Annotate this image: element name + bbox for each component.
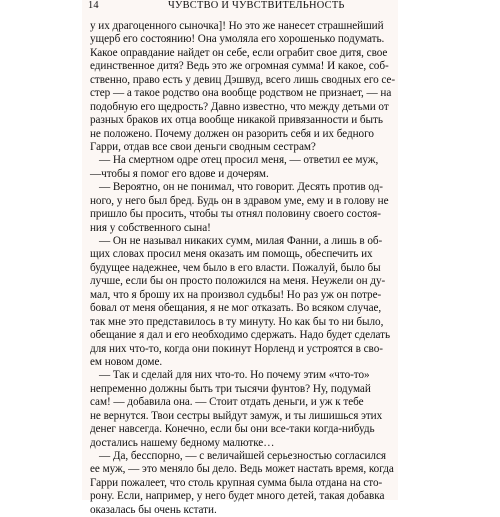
- text-line: бовал от меня обещания, я не мог отказать. Во всяком случае,: [90, 302, 382, 315]
- text-line: ущерб его состоянию! Она умоляла его хорошенько подумать.: [90, 33, 385, 46]
- text-line: подобную его щедрость? Давно известно, что между детьми от: [90, 100, 389, 113]
- text-line: будущее надежнее, чем было в его власти. Пожалуй, было бы: [90, 261, 381, 274]
- text-line: ного, у него был бред. Будь он в здравом уме, ему и в голову не: [90, 194, 389, 207]
- text-line: оказалась бы очень кстати.: [90, 503, 217, 516]
- text-line: рону. Если, например, у него будет много детей, такая добавка: [90, 490, 385, 503]
- text-line: — Вероятно, он не понимал, что говорит. Десять против од-: [99, 181, 383, 194]
- text-line: — На смертном одре отец просил меня, — ответил ее муж,: [99, 154, 379, 167]
- text-line: непременно должны быть три тысячи фунтов? Ну, подумай: [90, 382, 371, 395]
- text-line: Какое оправдание найдет он себе, если ограбит свое дитя, свое: [90, 46, 388, 59]
- text-line: пришло бы просить, чтобы ты отнял половину своего состоя-: [90, 208, 381, 221]
- text-line: щих словах просил меня оказать им помощь, обеспечить их: [90, 248, 373, 261]
- page-header: [82, 0, 398, 16]
- text-line: Гарри пожалеет, что столь крупная сумма была отдана на сто-: [90, 476, 383, 489]
- text-line: не вернутся. Твои сестры выйдут замуж, и ты лишишься этих: [90, 409, 383, 422]
- text-line: для них что-то, когда они покинут Норленд и устроятся в сво-: [90, 342, 383, 355]
- text-line: ее муж, — это меняло бы дело. Ведь может настать время, когда: [90, 463, 394, 476]
- text-line: у их драгоценного сыночка]! Но это же нанесет страшнейший: [90, 20, 384, 32]
- book-page: [82, 0, 398, 516]
- text-line: обещание я дал и его необходимо сдержать. Надо будет сделать: [90, 329, 391, 342]
- text-line: ния у собственного сына!: [90, 221, 211, 234]
- text-line: лучше, если бы он просто положился на меня. Неужели он ду-: [90, 275, 386, 288]
- text-line: ственно, право есть у девиц Дэшвуд, всего лишь сводных его се-: [90, 73, 396, 86]
- page-number: 14: [88, 0, 99, 11]
- text-line: мал, что я брошу их на произвол судьбы! Но раз уж он потре-: [90, 288, 382, 301]
- text-line: —чтобы я помог его вдове и дочерям.: [90, 167, 269, 180]
- text-line: — Да, бесспорно, — с величайшей серьезностью согласился: [99, 450, 386, 462]
- text-line: единственное дитя? Ведь это же огромная сумма! И какое, соб-: [90, 60, 389, 73]
- running-title: ЧУВСТВО И ЧУВСТВИТЕЛЬНОСТЬ: [168, 0, 345, 11]
- text-line: стер — а такое родство она вообще родством не признает, — на: [90, 87, 392, 100]
- text-line: не положено. Почему должен он разорить себя и их бедного: [90, 127, 374, 140]
- text-line: денег навсегда. Конечно, если бы они все-таки когда-нибудь: [90, 423, 375, 436]
- text-line: — Так и сделай для них что-то. Но почему этим «что-то»: [99, 369, 370, 382]
- text-line: сам! — добавила она. — Стоит отдать деньги, и уж к тебе: [90, 396, 364, 409]
- text-line: — Он не называл никаких сумм, милая Фанни, а лишь в об-: [99, 235, 383, 247]
- body-text: [90, 20, 396, 517]
- text-line: так мне это представилось в ту минуту. Но как бы то ни было,: [90, 315, 384, 328]
- text-line: Гарри, отдав все свои деньги сводным сестрам?: [90, 140, 316, 153]
- text-line: достались нашему бедному малютке…: [90, 436, 275, 449]
- text-line: разных браков их отца вообще никакой привязанности и быть: [90, 114, 383, 127]
- text-line: ем новом доме.: [90, 355, 163, 368]
